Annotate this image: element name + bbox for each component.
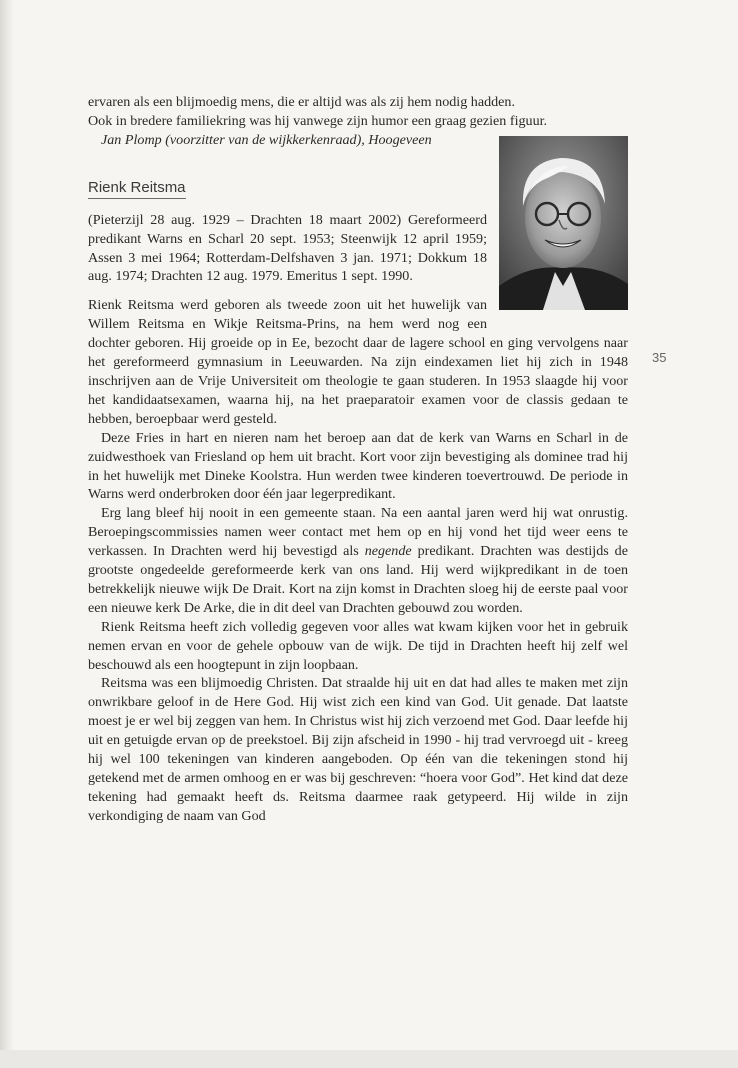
body-text [88, 93, 628, 826]
paragraph-3 [88, 504, 628, 617]
portrait-image [499, 136, 628, 310]
section-heading: Rienk Reitsma [88, 179, 186, 199]
paragraph-5: Reitsma was een blijmoedig Christen. Dat straalde hij uit en dat had alles te maken met zijn onwrikbare geloof in de Here God. Hij wist zich een kind van God. Uit genade. Dat laatste moest je er wel bij zeggen van hem. In Christus wist hij zich verzoend met God. Daar leefde hij uit en getuigde ervan op de preekstoel. Bij zijn afscheid in 1990 - hij trad vervroegd uit - kreeg hij wel 100 tekeningen van kinderen aangeboden. Op één van die tekeningen stond hij getekend met de armen omhoog en er was bij geschreven: “hoera voor God”. Het kind dat deze tekening had gemaakt heeft ds. Reitsma daarmee raak getypeerd. Hij wilde in zijn verkondiging de naam van God [88, 675, 628, 824]
paragraph-3-part-1: Erg lang bleef hij nooit in een gemeente staan. Na een aantal jaren werd hij wat onrustig. Beroepingscommissies namen weer contact met hem op en hij vond het tijd weer eens te verkassen. In Drachten werd hij bevestigd als [88, 505, 628, 560]
signature: Jan Plomp (voorzitter van de wijkkerkenraad), Hoogeveen [101, 131, 432, 148]
biographical-dates: (Pieterzijl 28 aug. 1929 – Drachten 18 maart 2002) Gereformeerd predikant Warns en Scharl 20 sept. 1953; Steenwijk 12 april 1959; Assen 3 mei 1964; Rotterdam-Delfshaven 3 jan. 1971; Dokkum 18 aug. 1974; Drachten 12 aug. 1979. Emeritus 1 sept. 1990. [88, 211, 487, 285]
paragraph-2: Deze Fries in hart en nieren nam het beroep aan dat de kerk van Warns en Scharl in de zuidwesthoek van Friesland op hem uit bracht. Kort voor zijn bevestiging als dominee trad hij in het huwelijk met Dineke Koolstra. Hun werden twee kinderen toevertrouwd. De periode in Warns werd onderbroken door één jaar legerpredikant. [88, 429, 628, 503]
page-number: 35 [652, 350, 667, 365]
page-bottom-edge [0, 1050, 738, 1068]
intro-line-2: Ook in bredere familiekring was hij vanwege zijn humor een graag gezien figuur. [88, 112, 548, 129]
emphasis-negende: negende [364, 543, 412, 560]
portrait-photo [499, 136, 628, 310]
intro-line-1: ervaren als een blijmoedig mens, die er altijd was als zij hem nodig hadden. [88, 94, 515, 110]
book-spine-shadow [0, 0, 14, 1068]
paragraph-1: Rienk Reitsma werd geboren als tweede zoon uit het huwelijk van Willem Reitsma en Wikje Reitsma-Prins, na hem werd nog een dochter geboren. Hij groeide op in Ee, bezocht daar de lagere school en ging vervolgens naar het gereformeerd gymnasium in Leeuwarden. Na zijn eindexamen liet hij zich in 1948 inschrijven aan de Vrije Universiteit om theologie te gaan studeren. In 1953 slaagde hij voor het kandidaatsexamen, waarna hij, na het praeparatoir examen voor de classis gedaan te hebben, beroepbaar werd gesteld. [88, 297, 628, 427]
paragraph-4: Rienk Reitsma heeft zich volledig gegeven voor alles wat kwam kijken voor het in gebruik nemen ervan en voor de gehele opbouw van de wijk. De tijd in Drachten heeft hij zelf wel beschouwd als een hoogtepunt in zijn loopbaan. [88, 618, 628, 673]
paragraph-3-part-2: predikant. Drachten was destijds de grootste ongedeelde gereformeerde kerk van ons land. Hij werd wijkpredikant in de toen betrekkelijk nieuwe wijk De Drait. Kort na zijn komst in Drachten sloeg hij de eerste paal voor een nieuwe kerk De Arke, die in dit deel van Drachten gebouwd zou worden. [88, 543, 628, 616]
